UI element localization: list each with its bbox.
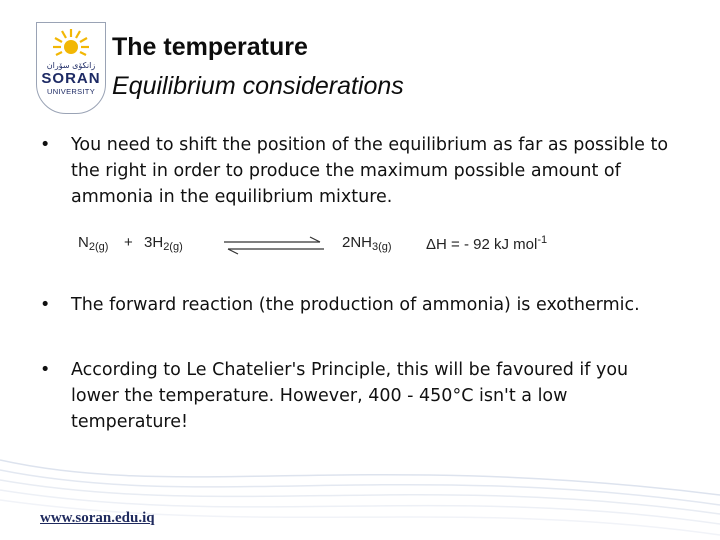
soran-university-logo: [36, 22, 106, 114]
slide-title: The temperature: [112, 33, 308, 61]
equation-enthalpy: ΔH = - 92 kJ mol$^{-1}$: [426, 234, 548, 253]
bullet-text: The forward reaction (the production of ammonia) is exothermic.: [71, 295, 640, 315]
bullet-item: [40, 357, 680, 435]
equation-reactant-n2: $N_{2(g)}$: [78, 234, 109, 253]
chemical-equation: [78, 232, 598, 262]
equation-reactant-h2: $3H_{2(g)}$: [144, 234, 183, 253]
logo-subtitle: UNIVERSITY: [46, 87, 95, 96]
bullet-marker: •: [40, 360, 51, 380]
bullet-item: [40, 132, 680, 210]
logo-arabic-text: زانكۆی سۆران: [46, 61, 96, 70]
slide-subtitle: Equilibrium considerations: [112, 72, 404, 100]
sun-icon: [37, 23, 105, 63]
equilibrium-arrow-icon: [224, 234, 324, 256]
bullet-text: According to Le Chatelier's Principle, this will be favoured if you lower the temperature. However, 400 - 450°C isn't a low temperature!: [71, 360, 629, 432]
footer-website-link[interactable]: www.soran.edu.iq: [40, 510, 155, 526]
equation-product-nh3: $2NH_{3(g)}$: [342, 234, 392, 253]
bullet-text: You need to shift the position of the equilibrium as far as possible to the right in order to produce the maximum possible amount of ammonia in the equilibrium mixture.: [71, 135, 669, 207]
bullet-marker: •: [40, 295, 51, 315]
bullet-item: [40, 292, 680, 318]
logo-name: SORAN: [41, 70, 101, 87]
equation-plus: +: [124, 234, 133, 251]
bullet-marker: •: [40, 135, 51, 155]
